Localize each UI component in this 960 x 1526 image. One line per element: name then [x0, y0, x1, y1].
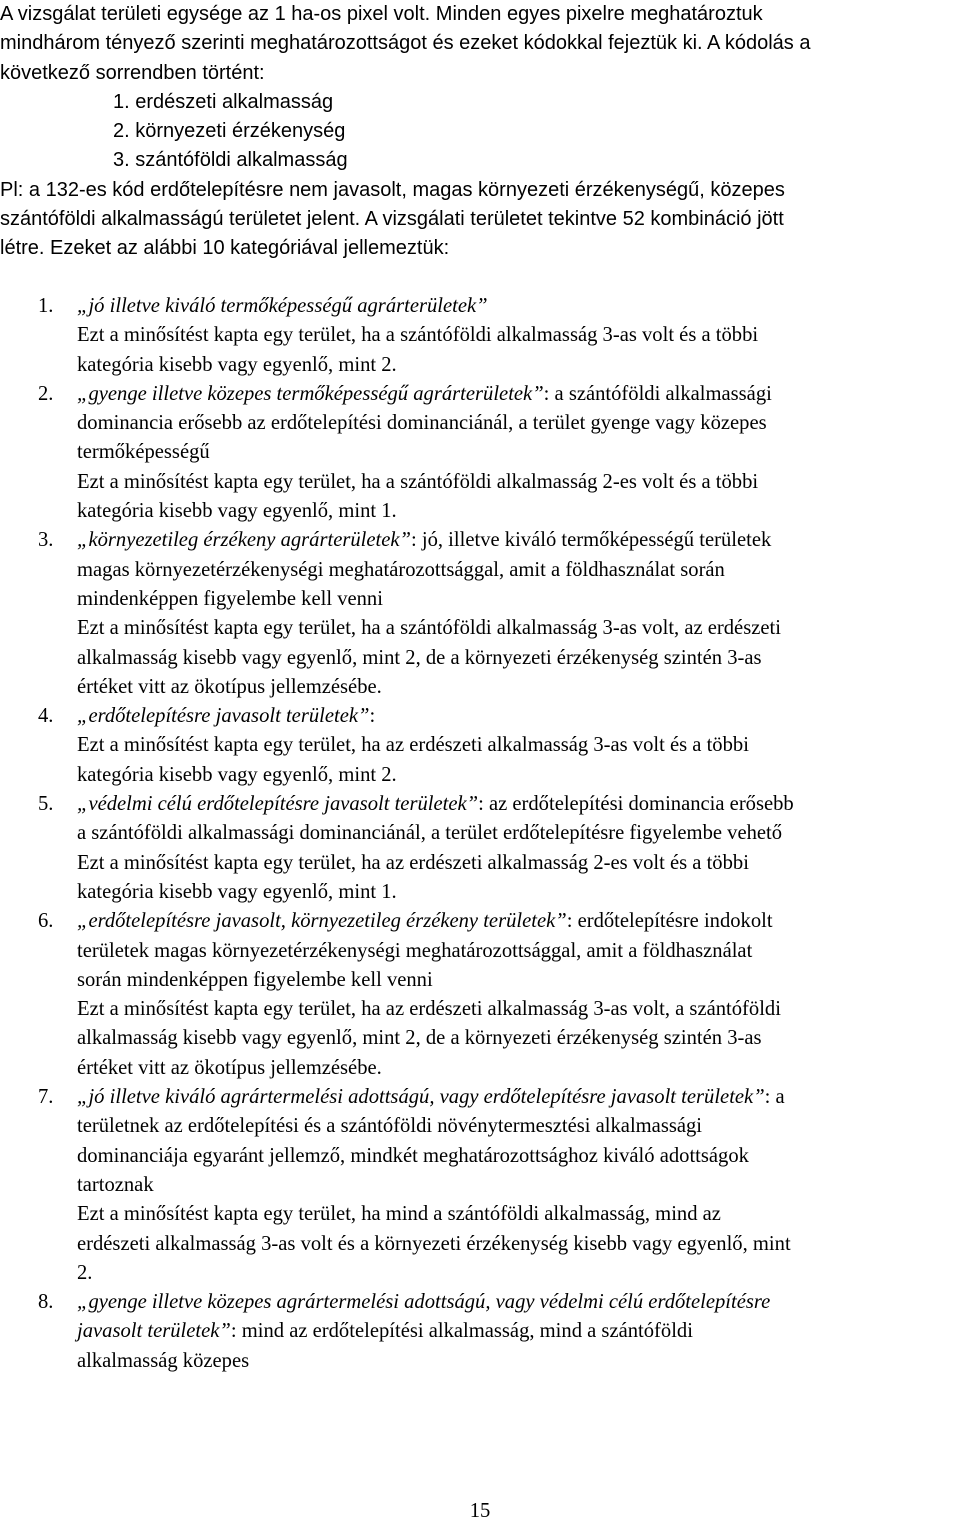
- example-line: Pl: a 132-es kód erdőtelepítésre nem javasolt, magas környezeti érzékenységű, közepes: [0, 178, 785, 201]
- category-line: Ezt a minősítést kapta egy terület, ha az erdészeti alkalmasság 2-es volt és a többi: [77, 851, 749, 874]
- category-title: „gyenge illetve közepes agrártermelési adottságú, vagy védelmi célú erdőtelepítésre: [77, 1291, 771, 1314]
- category-title-rest: :: [369, 705, 376, 728]
- category-line: 2.: [77, 1261, 93, 1284]
- category-number: 5.: [38, 793, 54, 816]
- category-line: kategória kisebb vagy egyenlő, mint 2.: [77, 353, 397, 376]
- factor-list: [0, 88, 958, 176]
- category-number: 7.: [38, 1086, 54, 1109]
- category-list: [0, 292, 960, 1376]
- category-line: során mindenképpen figyelembe kell venni: [77, 968, 433, 991]
- category-line: Ezt a minősítést kapta egy terület, ha az erdészeti alkalmasság 3-as volt és a többi: [77, 734, 749, 757]
- intro-line: következő sorrendben történt:: [0, 61, 265, 84]
- category-title: „jó illetve kiváló agrártermelési adottságú, vagy erdőtelepítésre javasolt területek”: [77, 1086, 765, 1109]
- intro-line: A vizsgálat területi egysége az 1 ha-os pixel volt. Minden egyes pixelre meghatároztuk: [0, 3, 763, 25]
- category-line: dominanciája egyaránt jellemző, mindkét meghatározottsághoz kiváló adottságok: [77, 1144, 749, 1167]
- category-line: kategória kisebb vagy egyenlő, mint 1.: [77, 880, 397, 903]
- category-line: mindenképpen figyelembe kell venni: [77, 587, 383, 610]
- category-title: „erdőtelepítésre javasolt területek”: [77, 705, 370, 728]
- category-item: [0, 1288, 960, 1376]
- category-title-continued: javasolt területek”: [77, 1320, 231, 1343]
- category-title-rest: : mind az erdőtelepítési alkalmasság, mind a szántóföldi: [230, 1320, 693, 1343]
- category-line: magas környezetérzékenységi meghatározottsággal, amit a földhasználat során: [77, 558, 725, 581]
- page-number: 15: [469, 1500, 491, 1522]
- category-title-rest: : a: [764, 1086, 785, 1109]
- category-item: [0, 380, 960, 526]
- category-item: [0, 292, 960, 380]
- category-line: erdészeti alkalmasság 3-as volt és a környezeti érzékenység kisebb vagy egyenlő, mint: [77, 1232, 791, 1255]
- category-item: [0, 1083, 960, 1288]
- category-item: [0, 790, 960, 907]
- category-item: [0, 526, 960, 702]
- category-number: 6.: [38, 910, 54, 933]
- category-number: 4.: [38, 705, 54, 728]
- category-title: „erdőtelepítésre javasolt, környezetileg érzékeny területek”: [77, 910, 567, 933]
- category-line: dominancia erősebb az erdőtelepítési dominanciánál, a terület gyenge vagy közepes: [77, 412, 767, 435]
- category-line: alkalmasság kisebb vagy egyenlő, mint 2, de a környezeti érzékenység szintén 3-as: [77, 1027, 762, 1050]
- category-item: [0, 907, 960, 1083]
- category-number: 1.: [38, 295, 54, 317]
- category-line: Ezt a minősítést kapta egy terület, ha mind a szántóföldi alkalmasság, mind az: [77, 1203, 721, 1226]
- category-line: értéket vitt az ökotípus jellemzésébe.: [77, 675, 382, 698]
- factor-item: 3. szántóföldi alkalmasság: [113, 149, 348, 172]
- category-title-rest: : erdőtelepítésre indokolt: [566, 910, 773, 933]
- category-title: „környezetileg érzékeny agrárterületek”: [77, 529, 411, 552]
- intro-line: mindhárom tényező szerinti meghatározottságot és ezeket kódokkal fejeztük ki. A kódolás a: [0, 32, 811, 55]
- category-line: Ezt a minősítést kapta egy terület, ha a szántóföldi alkalmasság 3-as volt, az erdészeti: [77, 617, 781, 640]
- category-item: [0, 702, 960, 790]
- category-title-rest: : az erdőtelepítési dominancia erősebb: [478, 793, 794, 816]
- category-line: területek magas környezetérzékenységi meghatározottsággal, amit a földhasználat: [77, 939, 753, 962]
- category-title: „jó illetve kiváló termőképességű agrárterületek”: [77, 295, 488, 317]
- category-title: „védelmi célú erdőtelepítésre javasolt területek”: [77, 793, 479, 816]
- example-line: szántóföldi alkalmasságú területet jelent. A vizsgálati területet tekintve 52 kombináció jött: [0, 208, 784, 231]
- category-line: Ezt a minősítést kapta egy terület, ha az erdészeti alkalmasság 3-as volt, a szántóföldi: [77, 998, 781, 1021]
- category-line: Ezt a minősítést kapta egy terület, ha a szántóföldi alkalmasság 3-as volt és a többi: [77, 324, 759, 347]
- category-title-rest: : jó, illetve kiváló termőképességű területek: [410, 529, 772, 552]
- category-title-rest: : a szántóföldi alkalmassági: [543, 382, 772, 405]
- category-line: termőképességű: [77, 441, 210, 464]
- category-line: kategória kisebb vagy egyenlő, mint 2.: [77, 763, 397, 786]
- category-line: értéket vitt az ökotípus jellemzésébe.: [77, 1056, 382, 1079]
- category-line: tartoznak: [77, 1173, 154, 1196]
- category-line: alkalmasság kisebb vagy egyenlő, mint 2, de a környezeti érzékenység szintén 3-as: [77, 646, 762, 669]
- category-line: a szántóföldi alkalmassági dominanciánál, a terület erdőtelepítésre figyelembe vehető: [77, 822, 783, 845]
- category-line: területnek az erdőtelepítési és a szántóföldi növénytermesztési alkalmassági: [77, 1115, 703, 1138]
- category-title: „gyenge illetve közepes termőképességű agrárterületek”: [77, 382, 544, 405]
- category-number: 8.: [38, 1291, 54, 1314]
- category-line: alkalmasság közepes: [77, 1349, 250, 1372]
- factor-item: 1. erdészeti alkalmasság: [113, 90, 334, 113]
- intro-section: [0, 0, 958, 264]
- category-number: 2.: [38, 382, 54, 405]
- category-line: Ezt a minősítést kapta egy terület, ha a szántóföldi alkalmasság 2-es volt és a többi: [77, 470, 759, 493]
- category-line: kategória kisebb vagy egyenlő, mint 1.: [77, 500, 397, 523]
- example-line: létre. Ezeket az alábbi 10 kategóriával jellemeztük:: [0, 237, 450, 260]
- category-number: 3.: [38, 529, 54, 552]
- factor-item: 2. környezeti érzékenység: [113, 120, 346, 143]
